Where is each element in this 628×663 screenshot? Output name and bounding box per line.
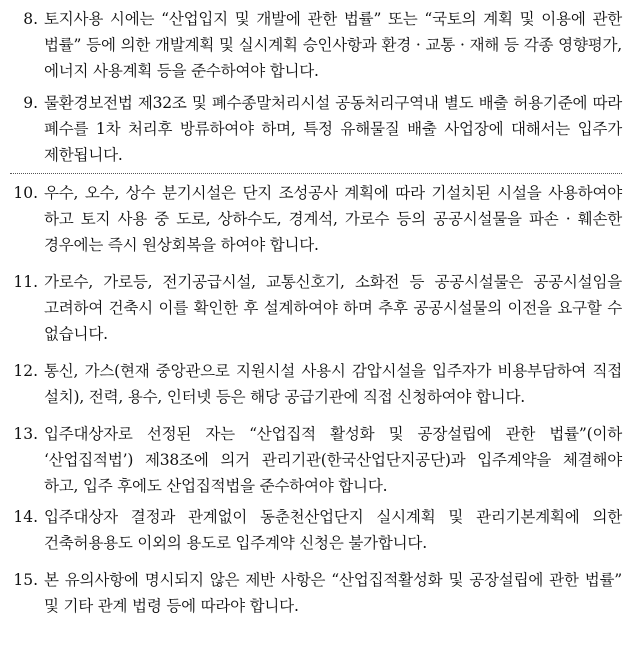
item-text: 입주대상자 결정과 관계없이 동춘천산업단지 실시계획 및 관리기본계획에 의한 건축허용용도 이외의 용도로 입주계약 신청은 불가합니다. — [44, 508, 622, 552]
item-number: 12. — [13, 362, 38, 380]
item-text: 물환경보전법 제32조 및 폐수종말처리시설 공동처리구역내 별도 배출 허용기준에 따라 폐수를 1차 처리후 방류하여야 하며, 특정 유해물질 배출 사업장에 대해서는 입주가 제한됩니다. — [44, 94, 622, 164]
item-text: 우수, 오수, 상수 분기시설은 단지 조성공사 계획에 따라 기설치된 시설을 사용하여야 하고 토지 사용 중 도로, 상하수도, 경계석, 가로수 등의 공공시설물을 파손 · 훼손한 경우에는 즉시 원상회복을 하여야 합니다. — [44, 184, 622, 254]
item-text: 가로수, 가로등, 전기공급시설, 교통신호기, 소화전 등 공공시설물은 공공시설임을 고려하여 건축시 이를 확인한 후 설계하여야 하며 추후 공공시설물의 이전을 요구할 수 없습니다. — [44, 273, 622, 343]
item-number: 13. — [13, 425, 38, 443]
list-item-14 — [10, 504, 622, 556]
item-text: 입주대상자로 선정된 자는 “산업집적 활성화 및 공장설립에 관한 법률”(이하 ‘산업집적법’) 제38조에 의거 관리기관(한국산업단지공단)과 입주계약을 체결해야 하고, 입주 후에도 산업집적법을 준수하여야 합니다. — [44, 425, 622, 495]
list-item-11 — [10, 269, 622, 347]
item-number: 14. — [13, 508, 38, 526]
list-item-12 — [10, 358, 622, 410]
item-number: 10. — [13, 184, 38, 202]
item-text: 본 유의사항에 명시되지 않은 제반 사항은 “산업집적활성화 및 공장설립에 관한 법률” 및 기타 관계 법령 등에 따라야 합니다. — [44, 571, 622, 615]
list-item-15 — [10, 567, 622, 619]
item-number: 9. — [23, 94, 38, 112]
item-number: 8. — [23, 10, 38, 28]
list-item-13 — [10, 421, 622, 499]
dotted-divider — [10, 173, 622, 174]
item-text: 통신, 가스(현재 중앙관으로 지원시설 사용시 감압시설을 입주자가 비용부담하여 직접 설치), 전력, 용수, 인터넷 등은 해당 공급기관에 직접 신청하여야 합니다. — [44, 362, 622, 406]
item-number: 15. — [13, 571, 38, 589]
list-item-8 — [10, 6, 622, 84]
item-number: 11. — [13, 273, 38, 291]
list-item-10 — [10, 180, 622, 258]
list-item-9 — [10, 90, 622, 168]
item-text: 토지사용 시에는 “산업입지 및 개발에 관한 법률” 또는 “국토의 계획 및 이용에 관한 법률” 등에 의한 개발계획 및 실시계획 승인사항과 환경 · 교통 · 재해 등 각종 영향평가, 에너지 사용계획 등을 준수하여야 합니다. — [44, 10, 622, 80]
